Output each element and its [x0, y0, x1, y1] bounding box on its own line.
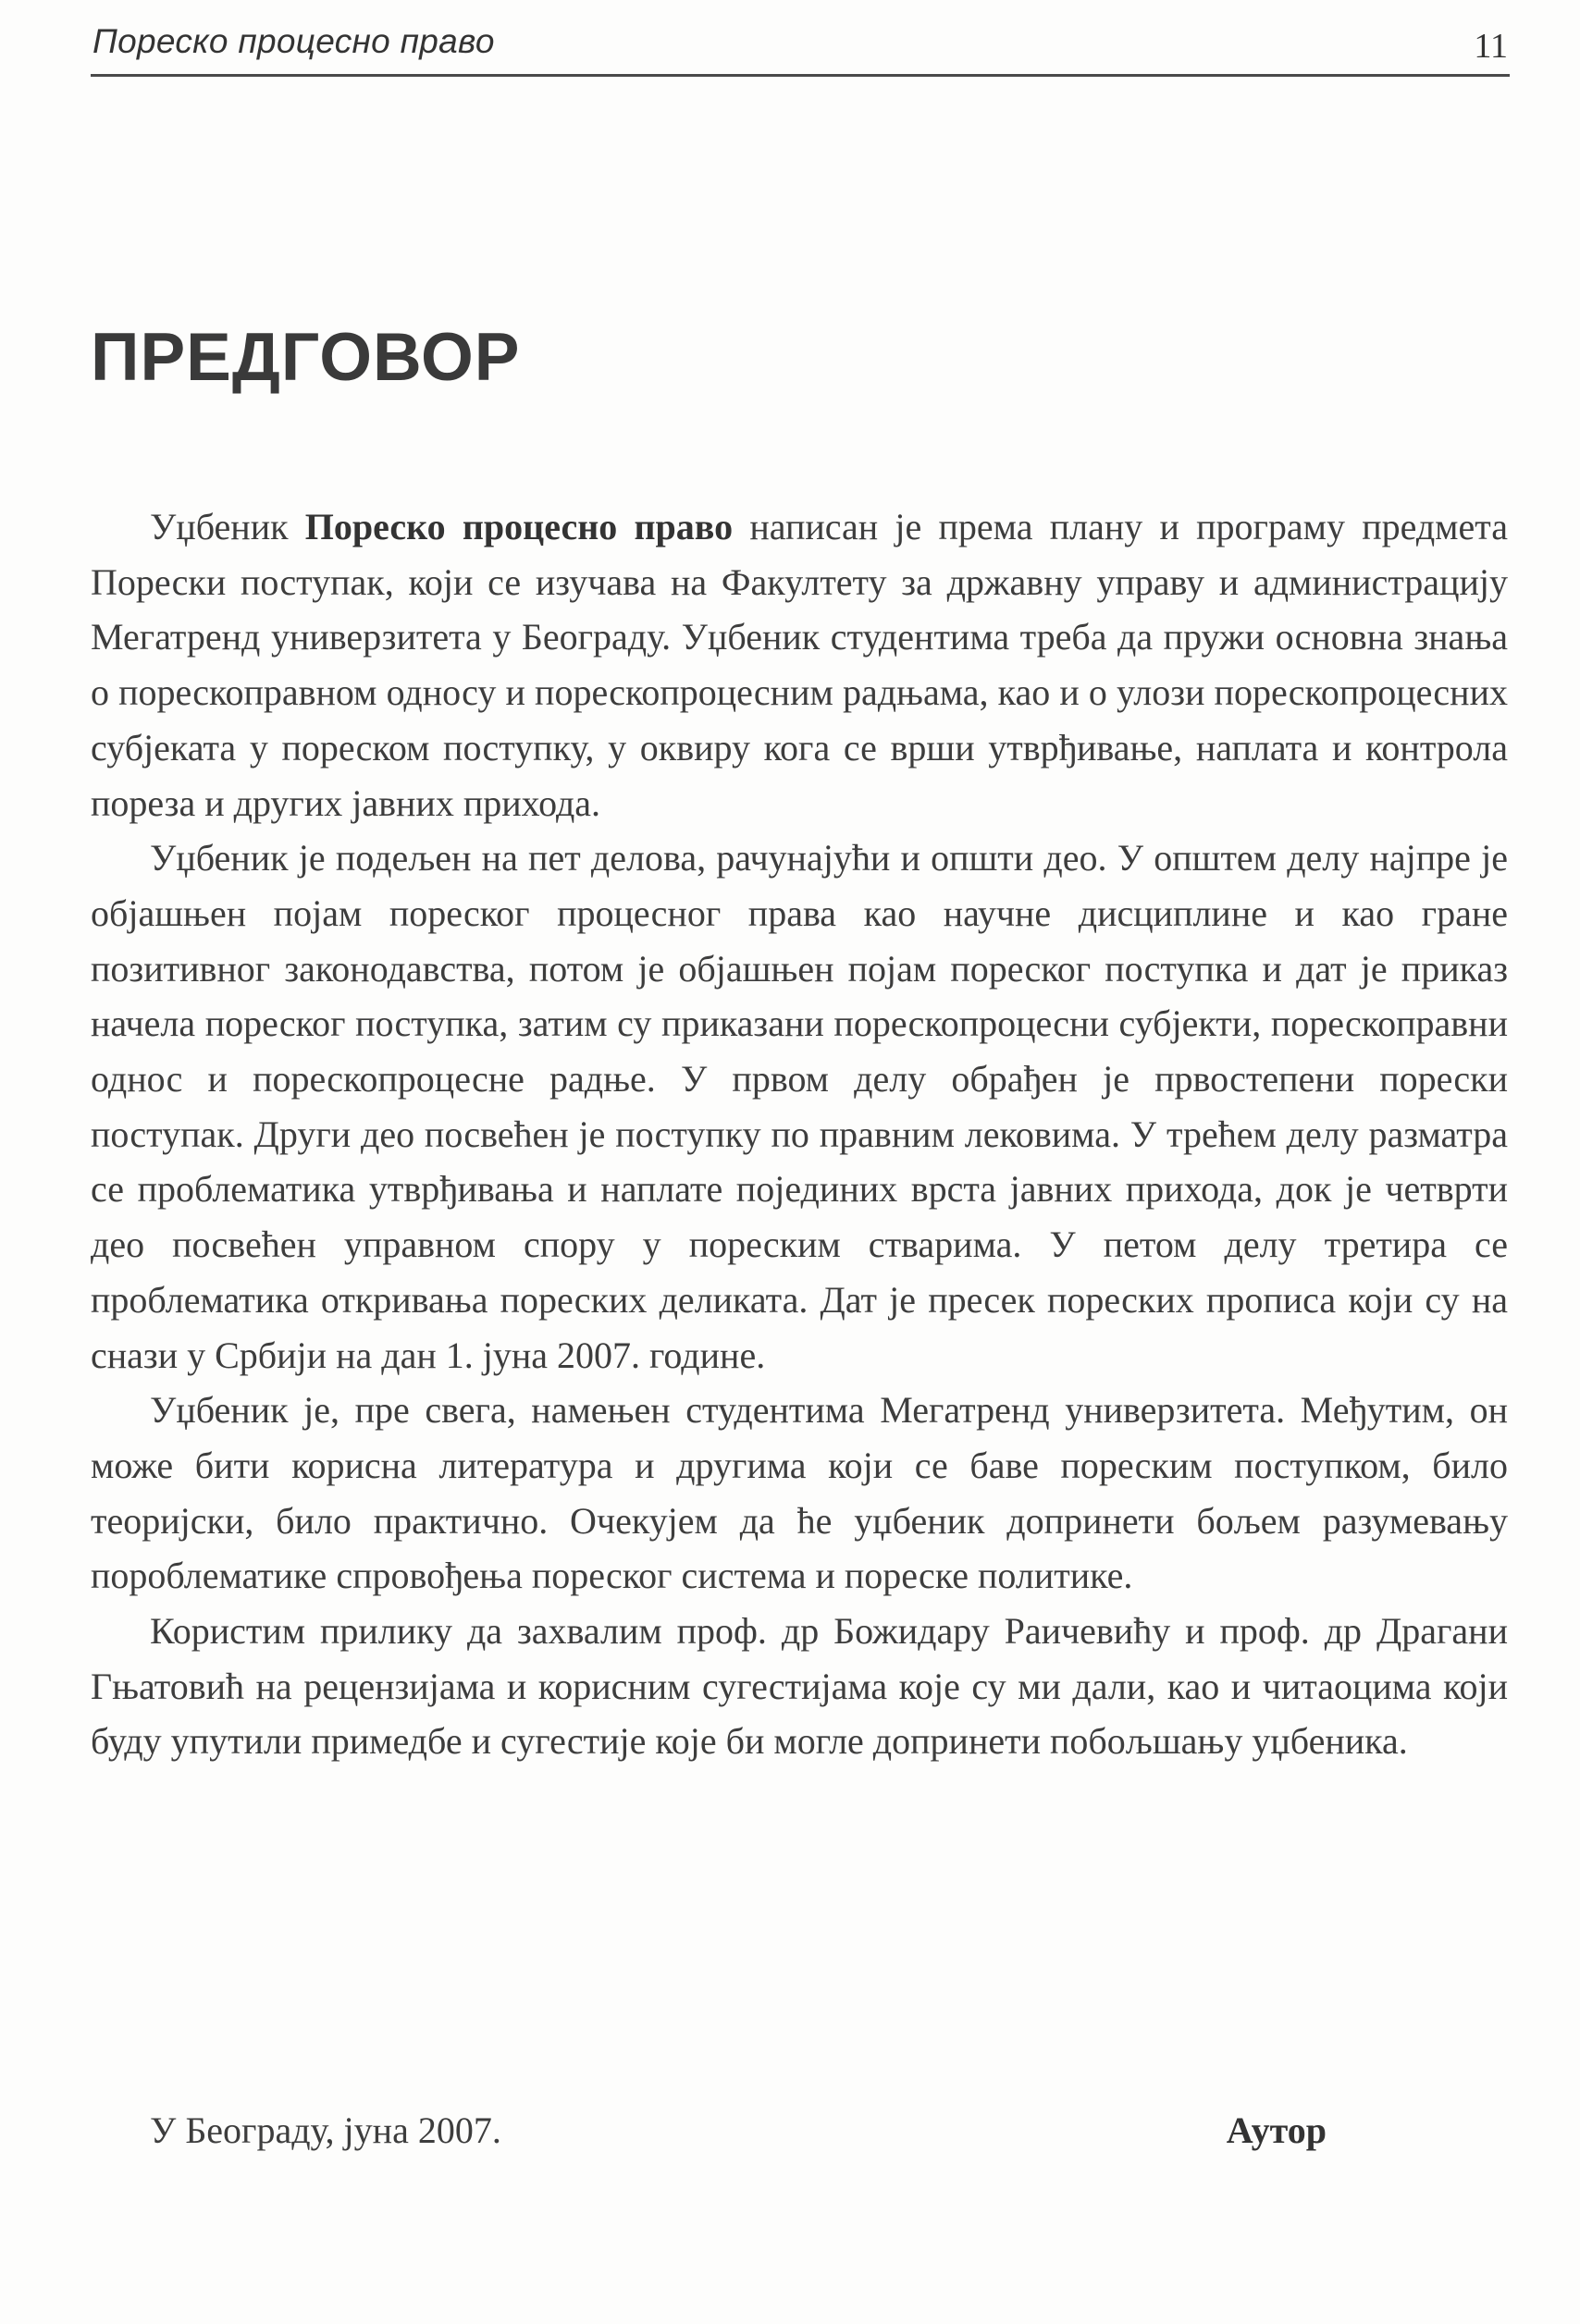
author-signature: Аутор	[1226, 2109, 1327, 2151]
paragraph-2: Уџбеник је подељен на пет делова, рачунајући и општи део. У општем делу најпре је објашњен појам пореског процесног права као научне дисциплине и као гране позитивног законодавства, потом је објашњен појам пореског поступка и дат је приказ начела пореског поступка, затим су приказани порескопроцесни субјекти, порескоправни однос и порескопроцесне радње. У првом делу обрађен је првостепени порески поступак. Други део посвећен је поступку по правним лековима. У трећем делу разматра се проблематика утврђивања и наплате појединих врста јавних прихода, док је четврти део посвећен управном спору у пореским стварима. У петом делу третира се проблематика откривања пореских деликата. Дат је пресек пореских прописа који су на снази у Србији на дан 1. јуна 2007. године.	[91, 837, 1508, 1376]
signature-row	[91, 2109, 1508, 2164]
paragraph-3: Уџбеник је, пре свега, намењен студентима Мегатренд универзитета. Међутим, он може бити корисна литература и другима који се баве пореским поступком, било теоријски, било практично. Очекујем да ће уџбеник допринети бољем разумевању пороблематике спровођења пореског система и пореске политике.	[91, 1389, 1508, 1597]
preface-body	[91, 499, 1508, 1769]
paragraph-1	[91, 499, 1508, 830]
running-title: Пореско процесно право	[93, 22, 495, 60]
paragraph-4: Користим прилику да захвалим проф. др Божидару Раичевићу и проф. др Драгани Гњатовић на рецензијама и корисним сугестијама које су ми дали, као и читаоцима који буду упутили примедбе и сугестије које би могле допринети побољшању уџбеника.	[91, 1610, 1508, 1763]
book-title-bold: Пореско процесно право	[304, 506, 734, 547]
running-header	[91, 17, 1510, 77]
paragraph-1-rest: написан је према плану и програму предмета Порески поступак, који се изучава на Факултету за државну управу и администрацију Мегатренд универзитета у Београду. Уџбеник студентима треба да пружи основна знања о порескоправном односу и порескопроцесним радњама, као и о улози порескопроцесних субјеката у пореском поступку, у оквиру кога се врши утврђивање, наплата и контрола пореза и других јавних прихода.	[91, 506, 1508, 824]
chapter-title: ПРЕДГОВОР	[91, 320, 521, 395]
page-number: 11	[1474, 27, 1508, 66]
paragraph-1-lead: Уџбеник	[150, 506, 305, 547]
place-date: У Београду, јуна 2007.	[150, 2109, 501, 2151]
